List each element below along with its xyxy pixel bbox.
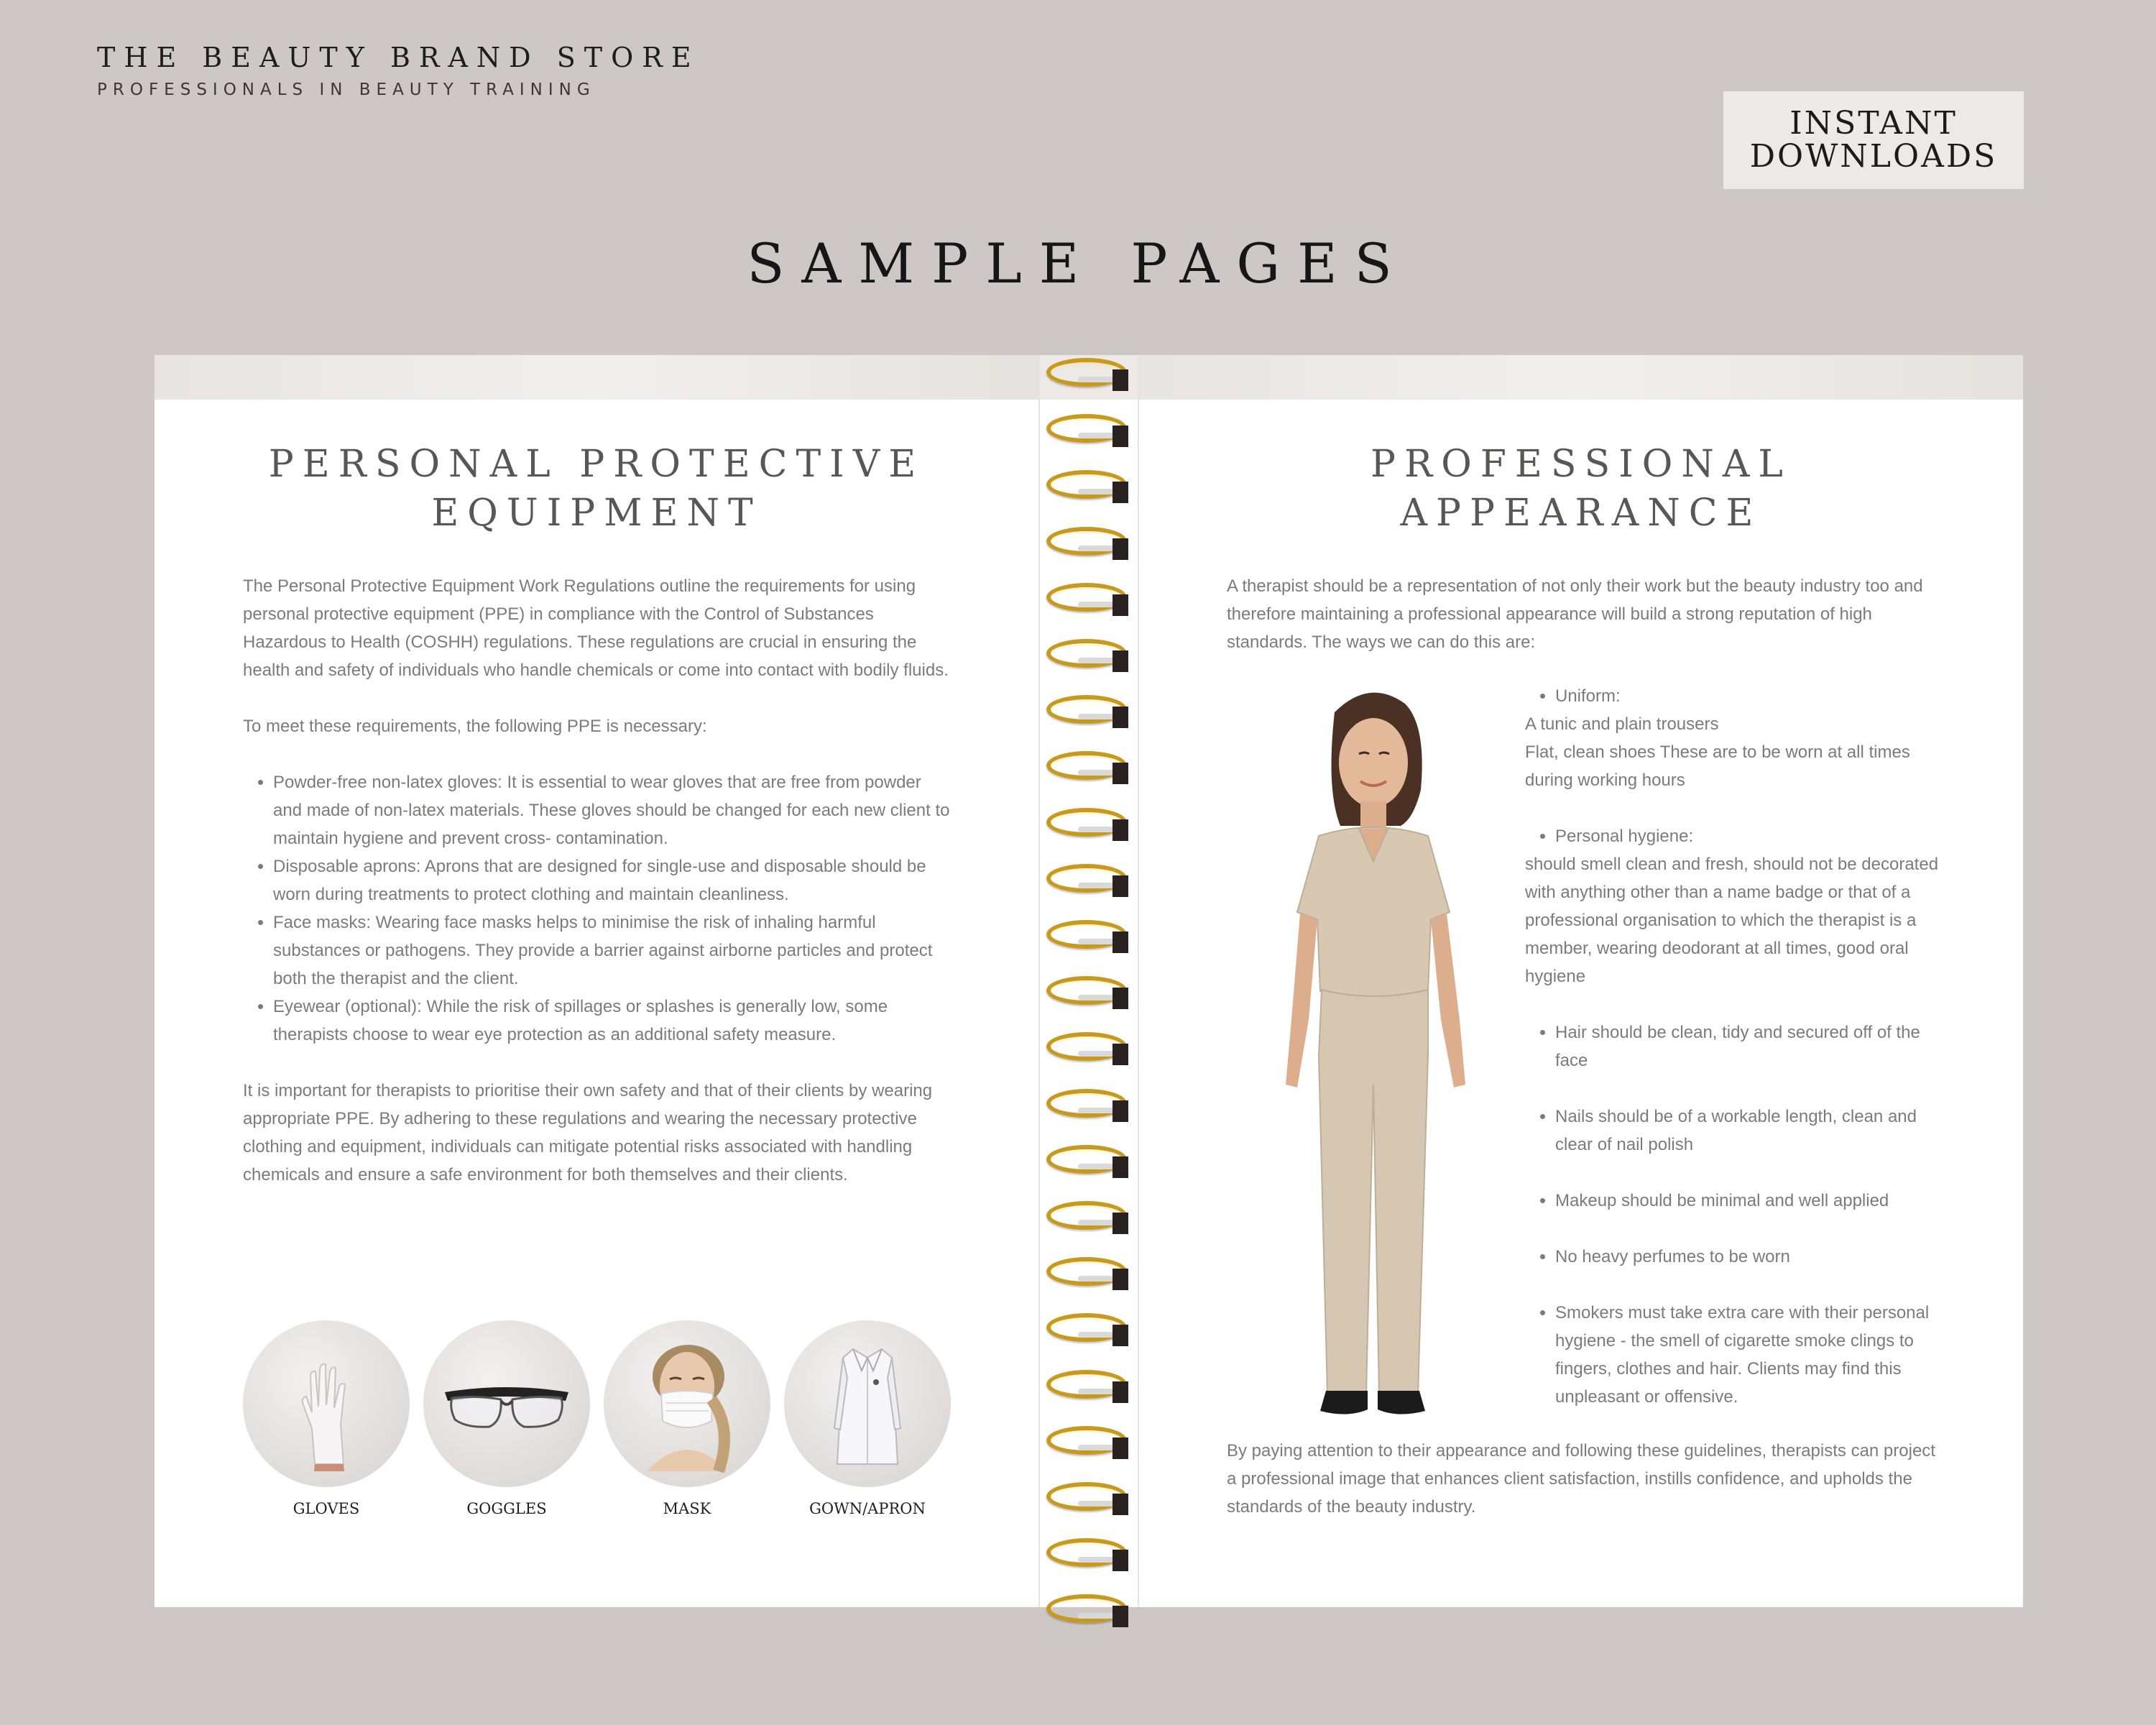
hygiene-text: should smell clean and fresh, should not be decorated with anything other than a name badge or that of a professional organisation to which the therapist is a member, wearing deodorant at all times, good oral hygiene xyxy=(1525,855,1939,986)
spiral-ring xyxy=(1046,1370,1127,1399)
list-item: • Personal hygiene: xyxy=(1555,822,1956,850)
spiral-ring xyxy=(1046,808,1127,837)
spine-edge-left xyxy=(1038,355,1040,1607)
list-item: • Hair should be clean, tidy and secured off of the face xyxy=(1555,1018,1956,1075)
spiral-ring xyxy=(1046,414,1127,443)
appearance-title-line2: APPEARANCE xyxy=(1400,492,1762,535)
brand-title: THE BEAUTY BRAND STORE xyxy=(97,42,700,73)
spiral-ring xyxy=(1046,527,1127,556)
gown-label: GOWN/APRON xyxy=(809,1500,926,1517)
list-item: • Powder-free non-latex gloves: It is essential to wear gloves that are free from powder and made of non-latex materials. These gloves should be changed for each new client to maintain hygiene and prevent cross- contamination. xyxy=(273,768,954,852)
appearance-intro: A therapist should be a representation of not only their work but the beauty industry too and therefore maintaining a professional appearance will build a strong reputation of high standards. The ways we can do this are: xyxy=(1227,576,1923,652)
spiral-ring xyxy=(1046,1538,1127,1567)
gown-icon xyxy=(784,1320,951,1487)
uniform-line2: Flat, clean shoes These are to be worn at all times during working hours xyxy=(1525,742,1910,790)
downloads-line: DOWNLOADS xyxy=(1749,138,1998,175)
ppe-title-line2: EQUIPMENT xyxy=(431,492,762,535)
spiral-ring xyxy=(1046,358,1127,387)
spiral-ring xyxy=(1046,976,1127,1005)
page-headline: SAMPLE PAGES xyxy=(747,231,1409,295)
spiral-ring xyxy=(1046,1201,1127,1230)
spiral-ring xyxy=(1046,1032,1127,1061)
spiral-ring xyxy=(1046,1426,1127,1455)
ppe-title-line1: PERSONAL PROTECTIVE xyxy=(268,443,925,486)
spiral-ring xyxy=(1046,751,1127,780)
gloves-label: GLOVES xyxy=(292,1500,360,1517)
list-item: • Face masks: Wearing face masks helps to minimise the risk of inhaling harmful substances or pathogens. They provide a barrier against airborne particles and protect both the therapist and the client. xyxy=(273,908,954,993)
appearance-outro: By paying attention to their appearance and following these guidelines, therapists can project a professional image that enhances client satisfaction, instills confidence, and upholds the standards of the beauty industry. xyxy=(1227,1441,1935,1517)
ppe-lead: To meet these requirements, the following PPE is necessary: xyxy=(243,717,707,736)
gloves-icon xyxy=(243,1320,410,1487)
mask-icon xyxy=(604,1320,770,1487)
left-sample-page xyxy=(155,355,1038,1607)
appearance-outro-block xyxy=(1227,1437,1945,1521)
page-top-band xyxy=(1139,355,2023,400)
spiral-ring xyxy=(1046,695,1127,724)
appearance-intro-block xyxy=(1227,572,1945,656)
ppe-image-row xyxy=(243,1320,962,1517)
spiral-ring xyxy=(1046,1594,1127,1623)
right-sample-page xyxy=(1139,355,2023,1607)
spiral-ring xyxy=(1046,470,1127,499)
list-item: • Uniform: xyxy=(1555,682,1956,710)
spiral-ring xyxy=(1046,1482,1127,1511)
appearance-list xyxy=(1525,682,1956,1411)
brand-subtitle: PROFESSIONALS IN BEAUTY TRAINING xyxy=(97,80,596,99)
spiral-ring xyxy=(1046,1145,1127,1174)
uniform-line1: A tunic and plain trousers xyxy=(1525,714,1719,734)
ppe-closing: It is important for therapists to prioritise their own safety and that of their clients by wearing appropriate PPE. By adhering to these regulations and wearing the necessary protective clothing and equipment, individuals can mitigate potential risks associated with handling chemicals and ensure a safe environment for both themselves and their clients. xyxy=(243,1081,933,1184)
appearance-title xyxy=(1139,440,2023,538)
list-item: • Nails should be of a workable length, clean and clear of nail polish xyxy=(1555,1103,1956,1159)
appearance-title-line1: PROFESSIONAL xyxy=(1370,443,1792,486)
spiral-ring xyxy=(1046,920,1127,949)
spiral-ring xyxy=(1046,639,1127,668)
spiral-ring xyxy=(1046,1313,1127,1342)
list-item: • Disposable aprons: Aprons that are designed for single-use and disposable should be worn during treatments to protect clothing and maintain cleanliness. xyxy=(273,852,954,908)
list-item: • Makeup should be minimal and well applied xyxy=(1555,1187,1956,1215)
spiral-ring xyxy=(1046,1089,1127,1118)
spiral-ring xyxy=(1046,1257,1127,1286)
therapist-photo xyxy=(1225,682,1563,1422)
instant-line: INSTANT xyxy=(1789,104,1958,142)
list-item: • Eyewear (optional): While the risk of spillages or splashes is generally low, some therapists choose to wear eye protection as an additional safety measure. xyxy=(273,993,954,1049)
goggles-icon xyxy=(423,1320,590,1487)
page-top-band xyxy=(155,355,1038,400)
list-item: • No heavy perfumes to be worn xyxy=(1555,1243,1956,1271)
ppe-list xyxy=(243,768,954,1049)
ppe-intro: The Personal Protective Equipment Work Regulations outline the requirements for using personal protective equipment (PPE) in compliance with the Control of Substances Hazardous to Health (COSHH) regulations. These regulations are crucial in ensuring the health and safety of individuals who handle chemicals or come into contact with bodily fluids. xyxy=(243,576,949,680)
instant-downloads-badge xyxy=(1723,91,2024,189)
brand-header xyxy=(97,42,700,99)
spiral-ring xyxy=(1046,583,1127,612)
spiral-ring xyxy=(1046,864,1127,893)
mask-label: MASK xyxy=(663,1500,711,1517)
ppe-body xyxy=(243,572,954,1189)
ppe-title xyxy=(155,440,1038,538)
goggles-label: GOGGLES xyxy=(466,1500,547,1517)
list-item: • Smokers must take extra care with their personal hygiene - the smell of cigarette smoke clings to fingers, clothes and hair. Clients may find this unpleasant or offensive. xyxy=(1555,1299,1956,1411)
